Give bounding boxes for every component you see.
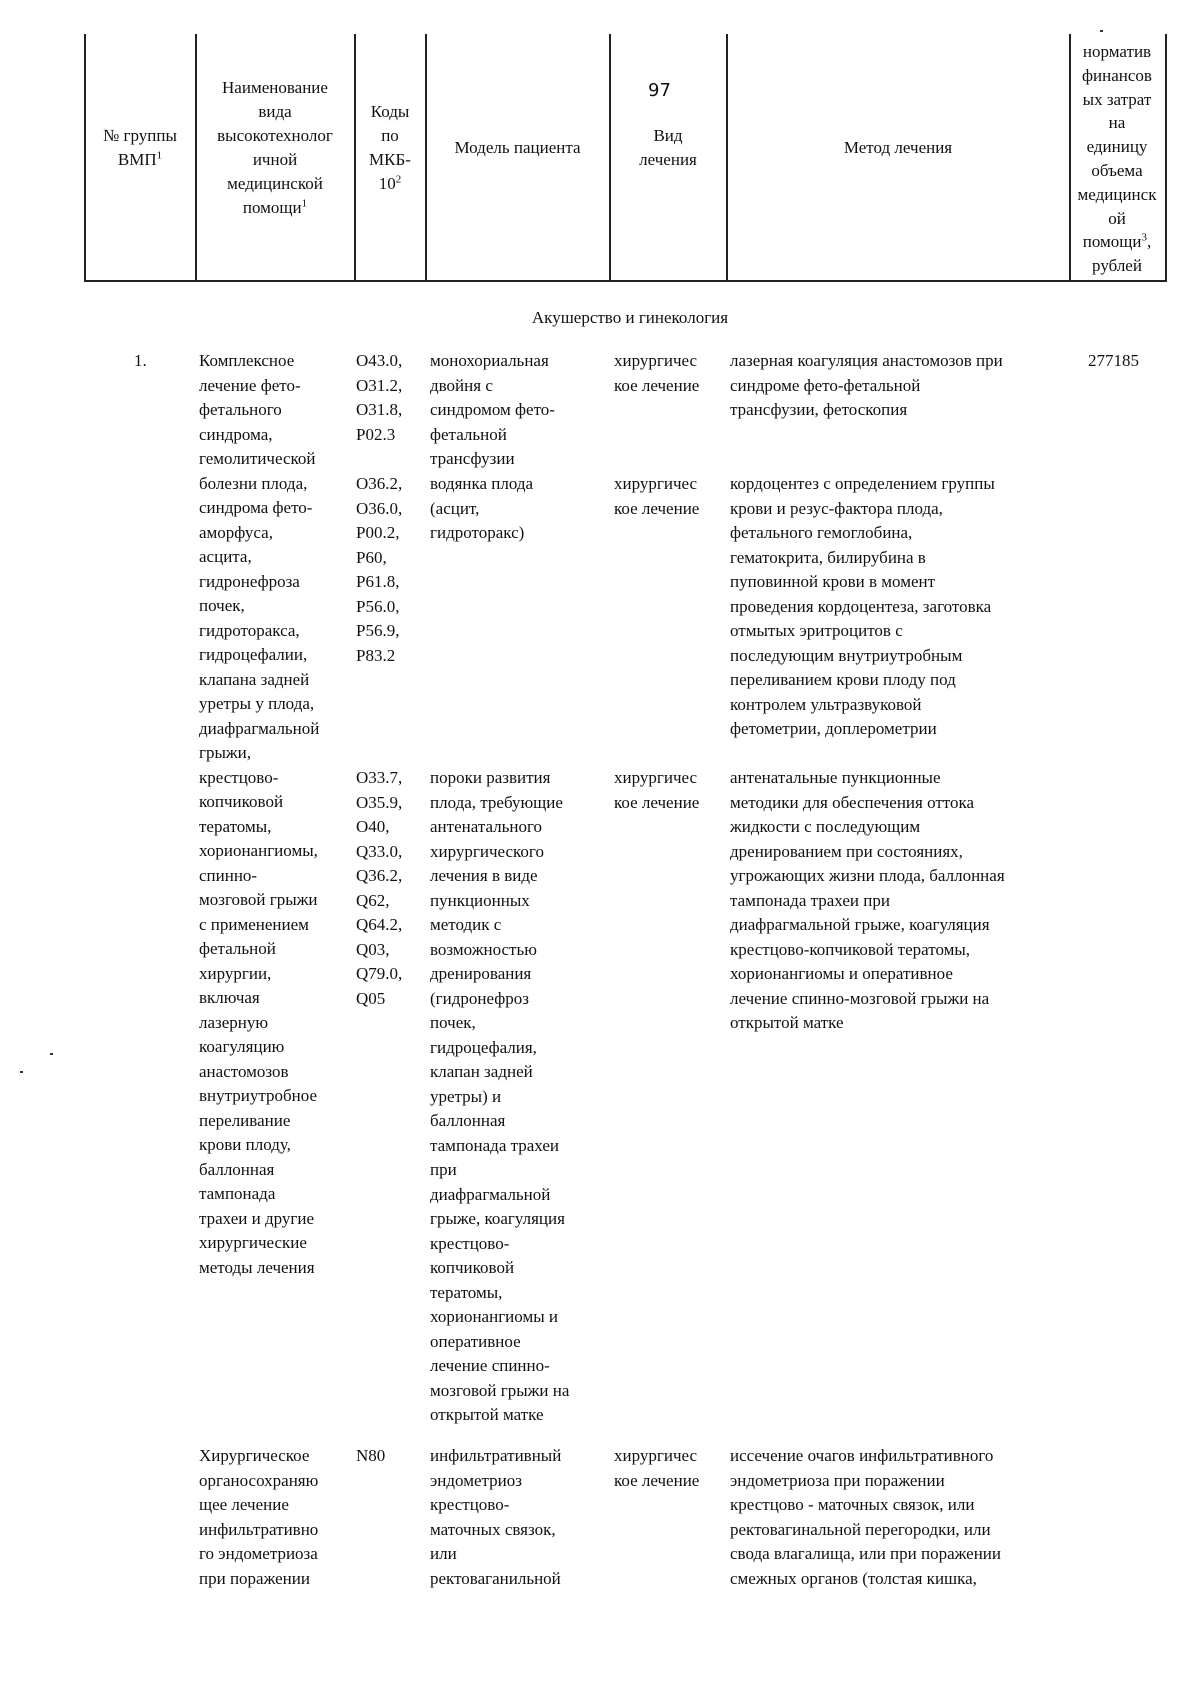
header-financial-norm: норматив финансов ых затрат на единицу объема медицинск ой помощи$^3$, рублей xyxy=(1077,42,1157,276)
patient-model: инфильтративный эндометриоз крестцово- маточных связок, или ректоваганильной xyxy=(430,1446,562,1588)
header-group-number: № группы ВМП$^1$ xyxy=(103,126,177,169)
scan-speck xyxy=(1100,30,1103,32)
section-title: Акушерство и гинекология xyxy=(531,308,729,327)
group-cost: 277185 xyxy=(1088,351,1139,370)
treatment-kind: хирургичес кое лечение xyxy=(614,474,700,518)
header-patient-model: Модель пациента xyxy=(454,138,581,157)
header-treatment-method: Метод лечения xyxy=(843,138,953,157)
group-number: 1. xyxy=(134,351,147,370)
treatment-kind: хирургичес кое лечение xyxy=(614,1446,700,1490)
icd-codes: O43.0, O31.2, O31.8, P02.3 xyxy=(356,351,403,444)
icd-codes: O33.7, O35.9, O40, Q33.0, Q36.2, Q62, Q64.2, Q03, Q79.0, Q05 xyxy=(356,768,403,1008)
header-treatment-kind: Вид лечения xyxy=(639,126,697,169)
patient-model: водянка плода (асцит, гидроторакс) xyxy=(430,474,534,542)
header-bottom-rule xyxy=(84,280,1166,282)
icd-codes: N80 xyxy=(356,1446,386,1465)
treatment-method: иссечение очагов инфильтративного эндометриоза при поражении крестцово - маточных связок, или ректовагинальной перегородки, или свода влагалища, или при поражении смежных органов (толстая кишка, xyxy=(730,1446,1002,1588)
header-care-type: Наименование вида высокотехнолог ичной медицинской помощи$^1$ xyxy=(217,78,333,217)
patient-model: монохориальная двойня с синдромом фето- фетальной трансфузии xyxy=(430,351,555,468)
treatment-method: лазерная коагуляция анастомозов при синдроме фето-фетальной трансфузии, фетоскопия xyxy=(730,351,1003,419)
care-type-name: Комплексное лечение фето- фетального синдрома, гемолитической болезни плода, синдрома фето- аморфуса, асцита, гидронефроза почек, гидроторакса, гидроцефалии, клапана задней уретры у плода, диафрагмальной грыжи, крестцово- копчиковой тератомы, хорионангиомы, спинно- мозговой грыжи с применением фетальной хирургии, включая лазерную коагуляцию анастомозов внутриутробное переливание крови плоду, баллонная тампонада трахеи и другие хирургические методы лечения xyxy=(199,351,320,1277)
header-divider xyxy=(1165,34,1167,282)
scan-speck xyxy=(20,1071,23,1073)
scan-speck xyxy=(50,1053,53,1055)
treatment-kind: хирургичес кое лечение xyxy=(614,351,700,395)
page-number: 97 xyxy=(648,80,671,101)
treatment-kind: хирургичес кое лечение xyxy=(614,768,700,812)
treatment-method: кордоцентез с определением группы крови и резус-фактора плода, фетального гемоглобина, гематокрита, билирубина в пуповинной крови в момент проведения кордоцентеза, заготовка отмытых эритроцитов с последующим внутриутробным переливанием крови плоду под контролем ультразвуковой фетометрии, доплерометрии xyxy=(730,474,995,738)
care-type-name: Хирургическое органосохраняю щее лечение инфильтративно го эндометриоза при поражении xyxy=(199,1446,319,1588)
icd-codes: O36.2, O36.0, P00.2, P60, P61.8, P56.0, P56.9, P83.2 xyxy=(356,474,403,665)
patient-model: пороки развития плода, требующие антенатального хирургического лечения в виде пункционных методик с возможностью дренирования (гидронефроз почек, гидроцефалия, клапан задней уретры) и баллонная тампонада трахеи при диафрагмальной грыже, коагуляция крестцово- копчиковой тератомы, хорионангиомы и оперативное лечение спинно- мозговой грыжи на открытой матке xyxy=(430,768,570,1424)
header-icd-codes: Коды по МКБ- $10^2$ xyxy=(369,102,411,193)
treatment-method: антенатальные пункционные методики для обеспечения оттока жидкости с последующим дренированием при состояниях, угрожающих жизни плода, баллонная тампонада трахеи при диафрагмальной грыже, коагуляция крестцово-копчиковой тератомы, хорионангиомы и оперативное лечение спинно-мозговой грыжи на открытой матке xyxy=(730,768,1005,1032)
